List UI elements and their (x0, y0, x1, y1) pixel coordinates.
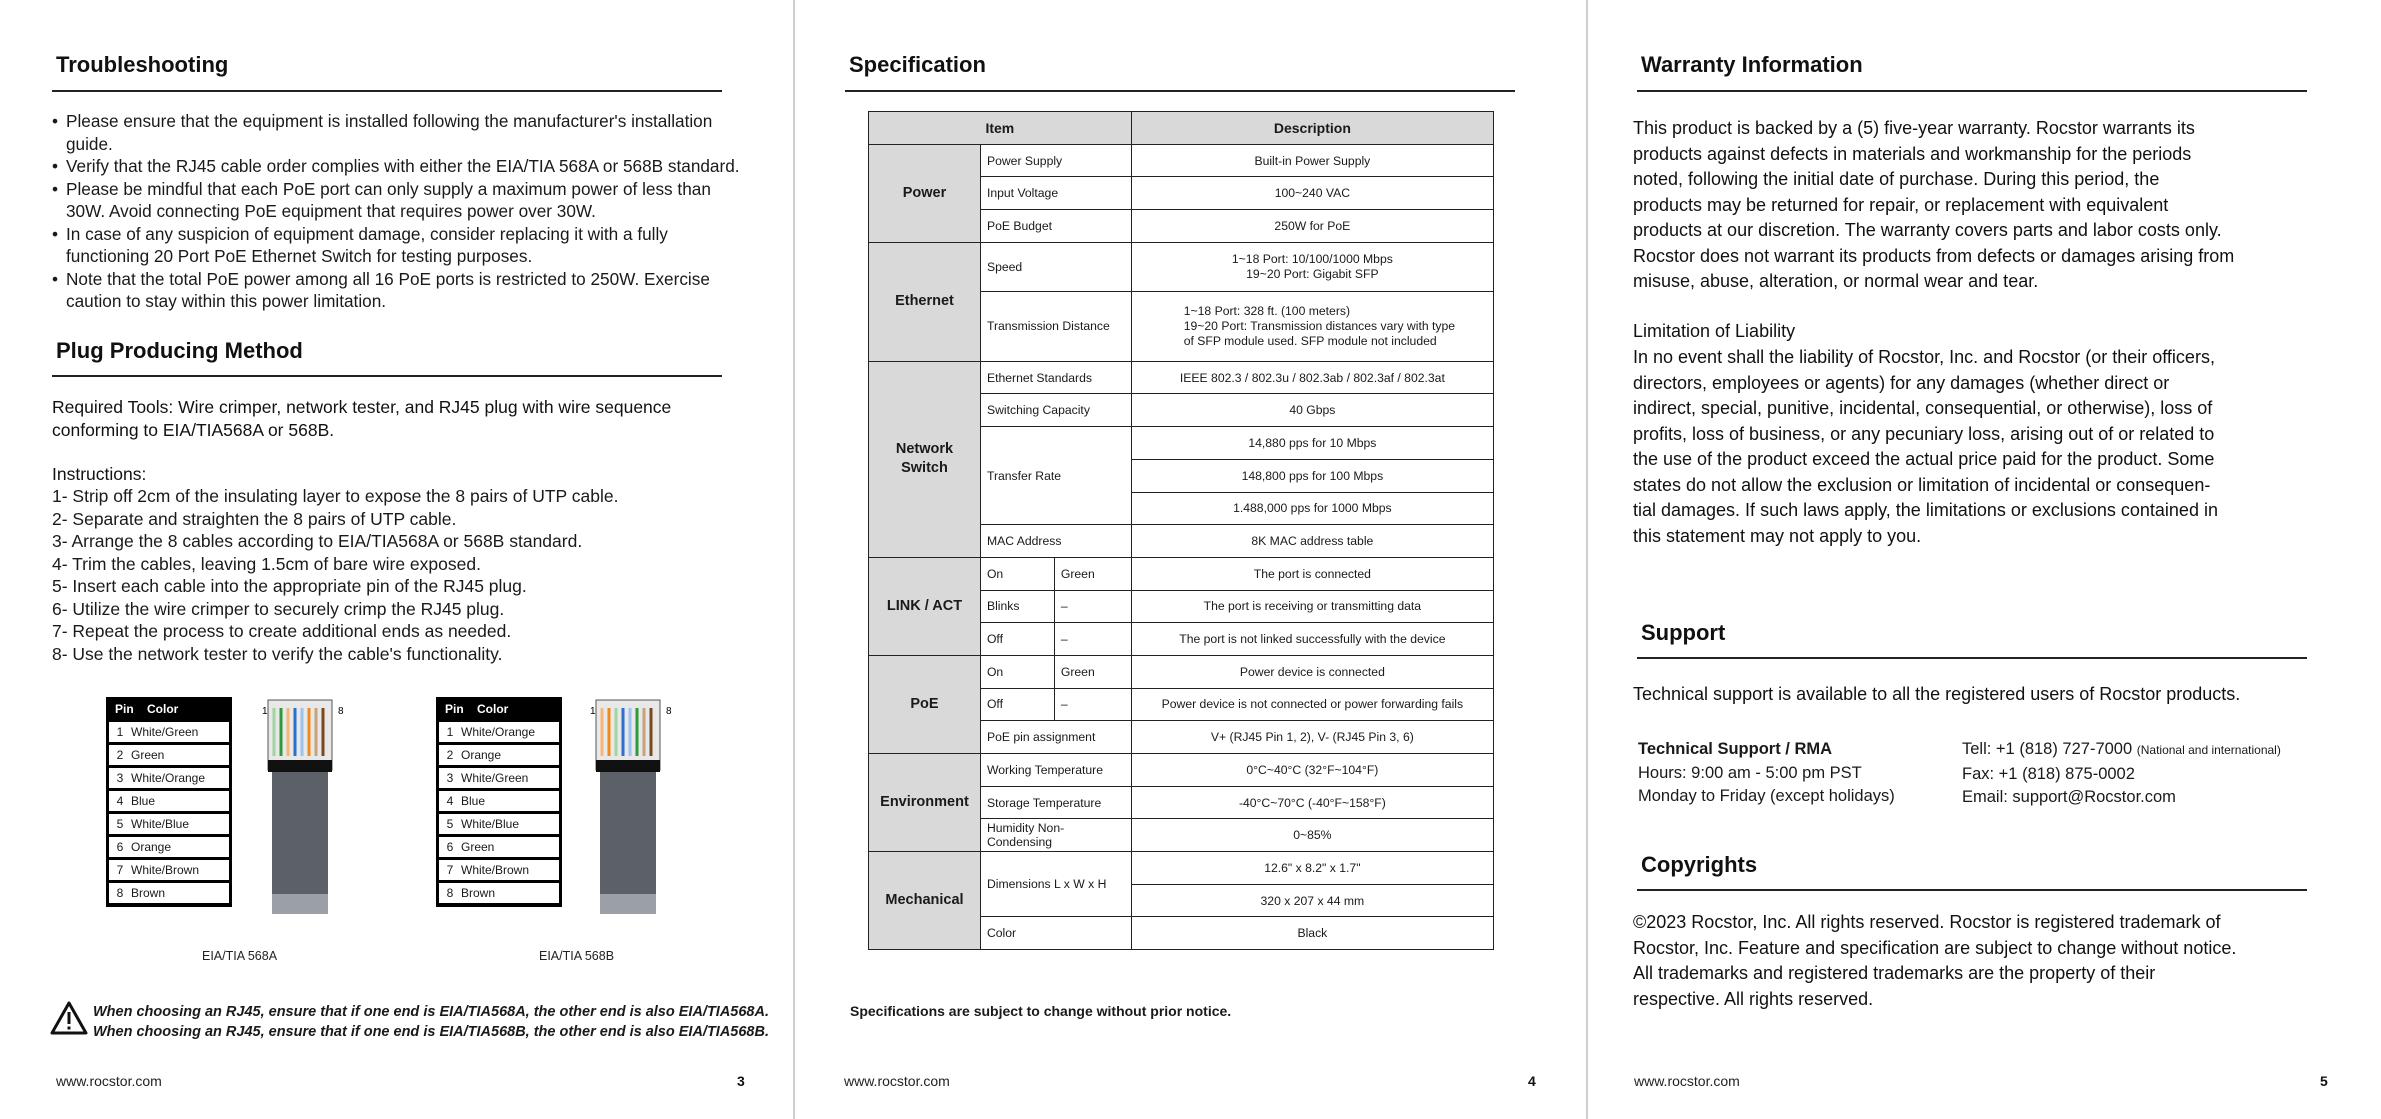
warning-line: When choosing an RJ45, ensure that if one end is EIA/TIA568A, the other end is also EIA/TIA568A. (93, 1004, 769, 1020)
pin-row: 5 White/Blue (109, 814, 229, 834)
heading-rule (52, 375, 722, 377)
warranty-paragraph: This product is backed by a (5) five-year warranty. Rocstor warrants its products against defects in materials and workmanship for the periods noted, following the initial date of purchase. During this period, the products may be returned for repair, or replacement with equivalent products at our discretion. The warranty covers parts and labor costs only. Rocstor does not warrant its products from defects or damages arising from misuse, abuse, alteration, or normal wear and tear. (1633, 118, 2235, 291)
warranty-heading: Warranty Information (1641, 52, 1863, 77)
specification-note: Specifications are subject to change without prior notice. (850, 1003, 1232, 1019)
svg-text:1: 1 (262, 706, 268, 717)
heading-rule (1637, 657, 2307, 659)
svg-text:1: 1 (590, 706, 596, 717)
table-row: Network Switch Ethernet Standards IEEE 802.3 / 802.3u / 802.3ab / 802.3af / 802.3at (869, 361, 1494, 394)
pin-table-header: Pin Color (115, 702, 179, 716)
column-header-item: Item (869, 112, 1132, 145)
svg-text:8: 8 (666, 706, 672, 717)
instructions-label: Instructions: (52, 464, 147, 484)
pin-row: 2 Green (109, 745, 229, 765)
warning-icon (50, 1000, 88, 1036)
table-row: LINK / ACT On Green The port is connected (869, 557, 1494, 590)
page-3 (0, 0, 793, 1119)
rj45-warning (93, 1002, 769, 1042)
table-row: PoE On Green Power device is connected (869, 655, 1494, 688)
footer-url: www.rocstor.com (844, 1073, 950, 1089)
instruction-step: 2- Separate and straighten the 8 pairs of UTP cable. (52, 508, 457, 529)
table-row: Off – The port is not linked successfully with the device (869, 623, 1494, 656)
list-item: • Please ensure that the equipment is installed following the manufacturer's installation guide. (52, 110, 752, 155)
table-row: Transmission Distance 1~18 Port: 328 ft. (100 meters) 19~20 Port: Transmission distances vary with type of SFP module used. SFP module not included (869, 291, 1494, 361)
support-contact-block (1962, 738, 2281, 810)
troubleshooting-list (52, 110, 752, 313)
pin-row: 8 Brown (109, 883, 229, 903)
group-ethernet: Ethernet (869, 242, 981, 361)
warning-line: When choosing an RJ45, ensure that if one end is EIA/TIA568B, the other end is also EIA/TIA568B. (93, 1024, 769, 1040)
heading-rule (52, 90, 722, 92)
pin-row: 7 White/Brown (109, 860, 229, 880)
table-row: 1.488,000 pps for 1000 Mbps (869, 492, 1494, 525)
list-item: • Note that the total PoE power among all 16 PoE ports is restricted to 250W. Exercise caution to stay within this power limitation. (52, 268, 752, 313)
pin-row: 6 Orange (109, 837, 229, 857)
table-row: Power Power Supply Built-in Power Supply (869, 144, 1494, 177)
support-days: Monday to Friday (except holidays) (1638, 787, 1895, 805)
group-poe: PoE (869, 655, 981, 753)
pin-table-header: Pin Color (445, 702, 509, 716)
table-row: 148,800 pps for 100 Mbps (869, 459, 1494, 492)
pin-table-568b (436, 697, 562, 907)
instruction-steps (52, 485, 618, 665)
table-row: Environment Working Temperature 0°C~40°C (32°F~104°F) (869, 754, 1494, 787)
svg-text:8: 8 (338, 706, 344, 717)
instruction-step: 8- Use the network tester to verify the cable's functionality. (52, 643, 503, 664)
table-row: 320 x 207 x 44 mm (869, 884, 1494, 917)
group-network-switch: Network Switch (869, 361, 981, 557)
table-row: PoE Budget 250W for PoE (869, 210, 1494, 243)
liability-paragraph: In no event shall the liability of Rocstor, Inc. and Rocstor (or their officers, directors, employees or agents) for any damages (whether direct or indirect, special, punitive, incidental, consequential, or otherwise), loss of profits, loss of business, or any pecuniary loss, arising out of or related to the use of the product exceed the actual price paid for the product. Some states do not allow the exclusion or limitation of incidental or consequen- tial damages. If such laws apply, the limitations or exclusions contained in this statement may not apply to you. (1633, 347, 2218, 546)
page-number: 3 (737, 1073, 745, 1089)
list-item: • Verify that the RJ45 cable order complies with either the EIA/TIA 568A or 568B standard. (52, 155, 752, 178)
pin-row: 2 Orange (439, 745, 559, 765)
table-row: Ethernet Speed 1~18 Port: 10/100/1000 Mbps 19~20 Port: Gigabit SFP (869, 242, 1494, 291)
heading-rule (845, 90, 1515, 92)
table-row: Transfer Rate 14,880 pps for 10 Mbps (869, 427, 1494, 460)
table-row: MAC Address 8K MAC address table (869, 525, 1494, 558)
support-label: Technical Support / RMA (1638, 740, 1833, 758)
pin-row: 4 Blue (439, 791, 559, 811)
plug-producing-heading: Plug Producing Method (56, 338, 303, 363)
instruction-step: 1- Strip off 2cm of the insulating layer to expose the 8 pairs of UTP cable. (52, 486, 619, 506)
rj45-plug-568b-illustration (586, 694, 670, 920)
pin-row: 7 White/Brown (439, 860, 559, 880)
table-row: Switching Capacity 40 Gbps (869, 394, 1494, 427)
page-number: 5 (2320, 1073, 2328, 1089)
group-power: Power (869, 144, 981, 242)
table-header-row (869, 112, 1494, 145)
specification-table (868, 111, 1494, 950)
footer-url: www.rocstor.com (56, 1073, 162, 1089)
group-environment: Environment (869, 754, 981, 852)
standard-568b-caption: EIA/TIA 568B (539, 949, 615, 963)
group-mechanical: Mechanical (869, 852, 981, 950)
copyrights-text: ©2023 Rocstor, Inc. All rights reserved. Rocstor is registered trademark of Rocstor, Inc. Feature and specification are subject to change without notice. All trademarks and registered trademarks are the property of their respective. All rights reserved. (1633, 912, 2237, 1009)
page-number: 4 (1528, 1073, 1536, 1089)
table-row: PoE pin assignment V+ (RJ45 Pin 1, 2), V- (RJ45 Pin 3, 6) (869, 721, 1494, 754)
heading-rule (1637, 90, 2307, 92)
pin-row: 1 White/Green (109, 722, 229, 742)
pin-row: 4 Blue (109, 791, 229, 811)
column-header-description: Description (1131, 112, 1493, 145)
instruction-step: 3- Arrange the 8 cables according to EIA/TIA568A or 568B standard. (52, 531, 583, 551)
table-row: Input Voltage 100~240 VAC (869, 177, 1494, 210)
support-hours-block (1638, 738, 1895, 809)
rj45-plug-568a-illustration (258, 694, 342, 920)
footer-url: www.rocstor.com (1634, 1073, 1740, 1089)
standard-568a-caption: EIA/TIA 568A (202, 949, 278, 963)
table-row: Blinks – The port is receiving or transmitting data (869, 590, 1494, 623)
copyrights-heading: Copyrights (1641, 852, 1758, 877)
support-tel: Tell: +1 (818) 727-7000 (1962, 740, 2133, 758)
troubleshooting-heading: Troubleshooting (56, 52, 229, 77)
page-divider (793, 0, 795, 1119)
table-row: Mechanical Dimensions L x W x H 12.6" x 8.2" x 1.7" (869, 852, 1494, 885)
support-email[interactable]: Email: support@Rocstor.com (1962, 788, 2176, 806)
liability-title: Limitation of Liability (1633, 321, 1796, 341)
list-item: • In case of any suspicion of equipment damage, consider replacing it with a fully functioning 20 Port PoE Ethernet Switch for testing purposes. (52, 223, 752, 268)
pin-row: 1 White/Orange (439, 722, 559, 742)
support-hours: Hours: 9:00 am - 5:00 pm PST (1638, 763, 1862, 782)
required-tools: Required Tools: Wire crimper, network tester, and RJ45 plug with wire sequence conforming to EIA/TIA568A or 568B. (52, 397, 672, 440)
instruction-step: 5- Insert each cable into the appropriate pin of the RJ45 plug. (52, 576, 527, 596)
support-intro: Technical support is available to all the registered users of Rocstor products. (1633, 684, 2241, 704)
list-item: • Please be mindful that each PoE port can only supply a maximum power of less than 30W. Avoid connecting PoE equipment that requires power over 30W. (52, 178, 752, 223)
specification-heading: Specification (849, 52, 986, 77)
support-heading: Support (1641, 620, 1726, 645)
support-fax: Fax: +1 (818) 875-0002 (1962, 764, 2135, 783)
support-tel-note: (National and international) (2136, 743, 2281, 757)
table-row: Storage Temperature -40°C~70°C (-40°F~158°F) (869, 786, 1494, 819)
group-link-act: LINK / ACT (869, 557, 981, 655)
table-row: Humidity Non-Condensing 0~85% (869, 819, 1494, 852)
page-divider (1586, 0, 1588, 1119)
instruction-step: 4- Trim the cables, leaving 1.5cm of bare wire exposed. (52, 553, 481, 574)
pin-table-568a (106, 697, 232, 907)
instruction-step: 6- Utilize the wire crimper to securely crimp the RJ45 plug. (52, 598, 505, 619)
pin-row: 3 White/Orange (109, 768, 229, 788)
table-row: Off – Power device is not connected or power forwarding fails (869, 688, 1494, 721)
table-row: Color Black (869, 917, 1494, 950)
pin-row: 6 Green (439, 837, 559, 857)
instruction-step: 7- Repeat the process to create additional ends as needed. (52, 621, 512, 641)
heading-rule (1637, 889, 2307, 891)
pin-row: 5 White/Blue (439, 814, 559, 834)
pin-row: 8 Brown (439, 883, 559, 903)
pin-row: 3 White/Green (439, 768, 559, 788)
